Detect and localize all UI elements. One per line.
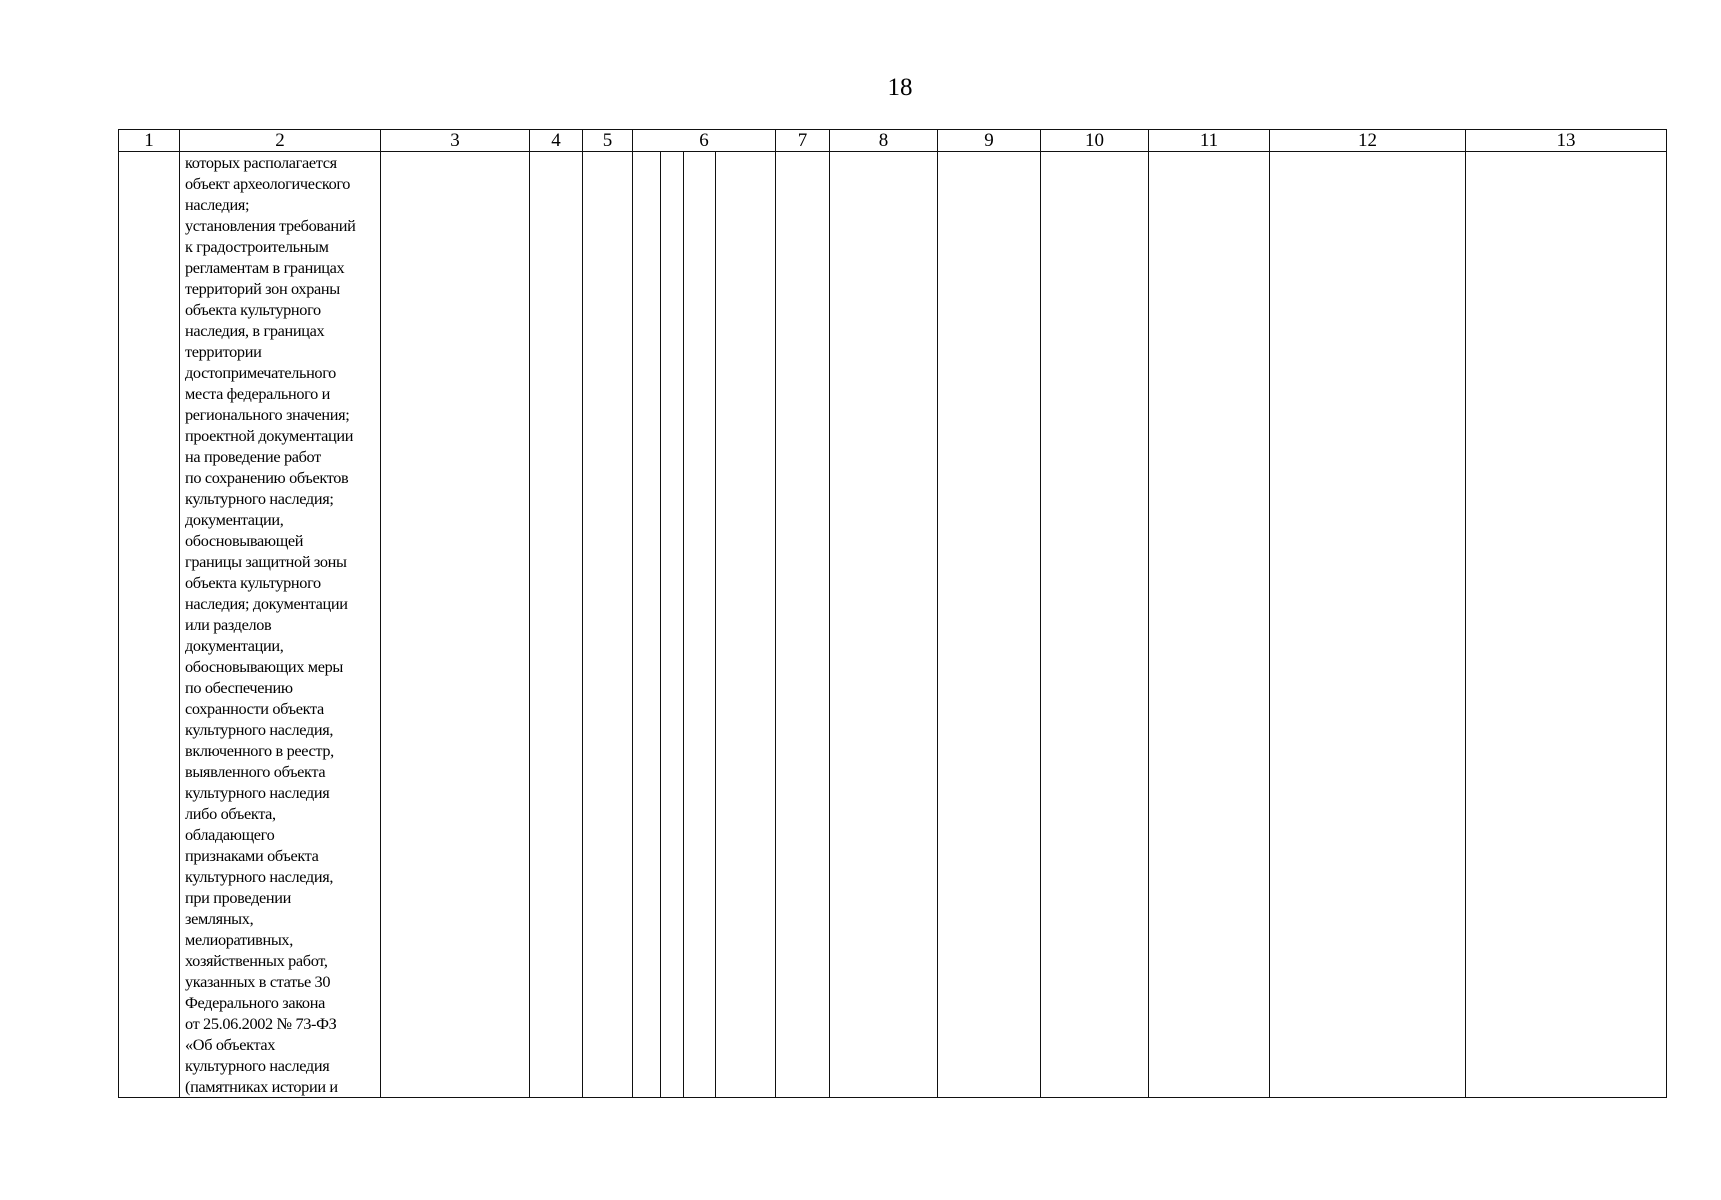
text-line: проектной документации: [185, 426, 354, 445]
cell-col-4: [530, 152, 583, 1098]
text-line: Федерального закона: [185, 993, 325, 1012]
col-6-subcolumns: [633, 152, 775, 1097]
text-line: указанных в статье 30: [185, 972, 331, 991]
text-line: культурного наследия,: [185, 720, 334, 739]
text-line: включенного в реестр,: [185, 741, 334, 760]
cell-col-13: [1466, 152, 1667, 1098]
text-line: по обеспечению: [185, 678, 293, 697]
column-header-7: 7: [776, 130, 830, 152]
text-line: места федерального и: [185, 384, 330, 403]
cell-col-9: [938, 152, 1041, 1098]
cell-col-11: [1149, 152, 1270, 1098]
text-line: культурного наследия,: [185, 867, 334, 886]
cell-col-8: [830, 152, 938, 1098]
text-line: достопримечательного: [185, 363, 336, 382]
cell-col-6: [633, 152, 776, 1098]
text-line: либо объекта,: [185, 804, 276, 823]
text-line: культурного наследия: [185, 1056, 330, 1075]
text-line: документации,: [185, 510, 284, 529]
cell-col-12: [1270, 152, 1466, 1098]
text-line: выявленного объекта: [185, 762, 326, 781]
text-line: регламентам в границах: [185, 258, 345, 277]
cell-col-3: [381, 152, 530, 1098]
cell-col-5: [583, 152, 633, 1098]
column-header-2: 2: [180, 130, 381, 152]
column-header-10: 10: [1041, 130, 1149, 152]
text-line: установления требований: [185, 216, 356, 235]
header-row: [119, 130, 1667, 152]
column-header-11: 11: [1149, 130, 1270, 152]
cell-col-1: [119, 152, 180, 1098]
text-line: границы защитной зоны: [185, 552, 347, 571]
text-line: при проведении: [185, 888, 291, 907]
column-header-13: 13: [1466, 130, 1667, 152]
col-6-subcolumn: [633, 152, 661, 1097]
text-line: обладающего: [185, 825, 275, 844]
text-line: по сохранению объектов: [185, 468, 349, 487]
text-line: территории: [185, 342, 262, 361]
text-line: объект археологического: [185, 174, 351, 193]
cell-col-2-text: [180, 152, 380, 1097]
column-header-9: 9: [938, 130, 1041, 152]
text-line: от 25.06.2002 № 73-ФЗ: [185, 1014, 337, 1033]
text-line: или разделов: [185, 615, 272, 634]
text-line: документации,: [185, 636, 284, 655]
text-line: хозяйственных работ,: [185, 951, 328, 970]
text-line: культурного наследия: [185, 783, 330, 802]
text-line: признаками объекта: [185, 846, 319, 865]
column-header-5: 5: [583, 130, 633, 152]
col-6-subcolumn: [661, 152, 684, 1097]
col-6-subcolumn: [684, 152, 716, 1097]
column-header-4: 4: [530, 130, 583, 152]
column-header-12: 12: [1270, 130, 1466, 152]
table-row: [119, 152, 1667, 1098]
text-line: регионального значения;: [185, 405, 350, 424]
text-line: наследия; документации: [185, 594, 348, 613]
text-line: которых располагается: [185, 153, 337, 172]
text-line: на проведение работ: [185, 447, 321, 466]
cell-col-7: [776, 152, 830, 1098]
column-header-3: 3: [381, 130, 530, 152]
text-line: «Об объектах: [185, 1035, 276, 1054]
text-line: наследия, в границах: [185, 321, 325, 340]
text-line: объекта культурного: [185, 573, 321, 592]
text-line: мелиоративных,: [185, 930, 293, 949]
cell-col-10: [1041, 152, 1149, 1098]
text-line: сохранности объекта: [185, 699, 324, 718]
text-line: наследия;: [185, 195, 250, 214]
column-header-6: 6: [633, 130, 776, 152]
column-header-1: 1: [119, 130, 180, 152]
text-line: обосновывающей: [185, 531, 304, 550]
document-table: [118, 129, 1667, 1098]
text-line: (памятниках истории и: [185, 1077, 338, 1096]
text-line: культурного наследия;: [185, 489, 334, 508]
page-number: 18: [887, 74, 913, 101]
column-header-8: 8: [830, 130, 938, 152]
text-line: земляных,: [185, 909, 254, 928]
text-line: обосновывающих меры: [185, 657, 343, 676]
text-line: территорий зон охраны: [185, 279, 340, 298]
text-line: к градостроительным: [185, 237, 329, 256]
text-line: объекта культурного: [185, 300, 321, 319]
col-6-subcolumn: [716, 152, 775, 1097]
cell-col-2: [180, 152, 381, 1098]
